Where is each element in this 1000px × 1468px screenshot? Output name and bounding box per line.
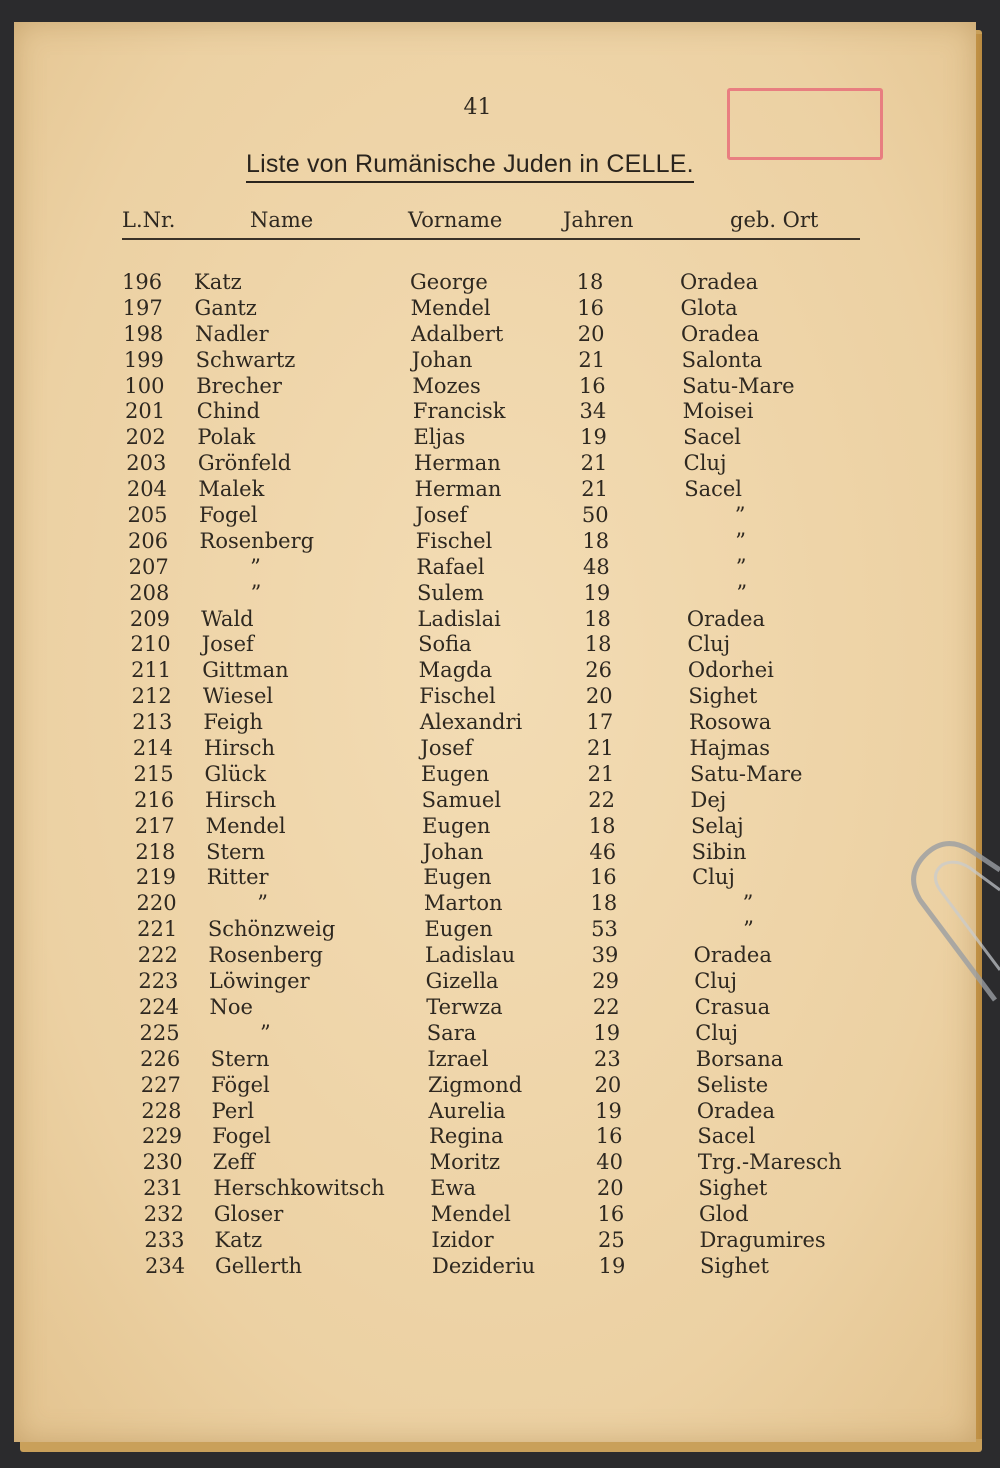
table-row bbox=[0, 865, 960, 891]
table-row bbox=[0, 399, 960, 425]
table-row bbox=[0, 1047, 960, 1073]
cell-nr: 227 bbox=[140, 1072, 181, 1097]
cell-name: Fogel bbox=[212, 1124, 271, 1149]
cell-jahren: 18 bbox=[584, 606, 611, 631]
cell-ort: ” bbox=[735, 554, 747, 579]
cell-jahren: 46 bbox=[589, 839, 617, 864]
cell-ort: Glod bbox=[698, 1202, 749, 1227]
cell-vorname: Eljas bbox=[413, 425, 466, 450]
cell-jahren: 19 bbox=[580, 425, 607, 450]
cell-vorname: Rafael bbox=[416, 554, 485, 579]
cell-vorname: Izidor bbox=[431, 1227, 494, 1252]
cell-nr: 201 bbox=[125, 399, 166, 424]
cell-vorname: Moritz bbox=[429, 1150, 501, 1175]
cell-nr: 216 bbox=[134, 787, 175, 812]
cell-name: Schönzweig bbox=[207, 917, 336, 942]
cell-jahren: 21 bbox=[581, 477, 608, 502]
cell-name: ” bbox=[260, 1020, 271, 1045]
cell-ort: ” bbox=[736, 580, 748, 605]
cell-jahren: 21 bbox=[587, 761, 615, 786]
cell-ort: Cluj bbox=[692, 865, 735, 890]
table-row bbox=[0, 607, 960, 633]
cell-nr: 213 bbox=[132, 710, 173, 735]
header-rule bbox=[122, 238, 860, 240]
cell-vorname: Magda bbox=[418, 658, 493, 683]
cell-name: Brecher bbox=[196, 373, 282, 398]
cell-name: Gloser bbox=[213, 1202, 284, 1227]
cell-jahren: 16 bbox=[597, 1202, 625, 1227]
cell-ort: Cluj bbox=[695, 1020, 739, 1045]
cell-vorname: Zigmond bbox=[427, 1072, 523, 1097]
cell-vorname: Eugen bbox=[422, 813, 491, 838]
header-name: Name bbox=[250, 208, 314, 232]
cell-nr: 100 bbox=[124, 373, 165, 398]
cell-nr: 208 bbox=[129, 580, 170, 605]
page-number: 41 bbox=[463, 95, 492, 120]
cell-ort: Sacel bbox=[697, 1124, 756, 1149]
cell-name: Zeff bbox=[212, 1150, 255, 1175]
table-row bbox=[0, 451, 960, 477]
cell-jahren: 20 bbox=[594, 1072, 622, 1097]
cell-nr: 222 bbox=[137, 943, 178, 968]
cell-jahren: 48 bbox=[582, 554, 610, 579]
cell-vorname: Ladislau bbox=[425, 943, 516, 968]
cell-ort: Odorhei bbox=[687, 658, 774, 683]
cell-ort: Satu-Mare bbox=[682, 373, 795, 398]
cell-jahren: 25 bbox=[598, 1227, 625, 1252]
cell-jahren: 18 bbox=[582, 528, 610, 553]
cell-name: Rosenberg bbox=[199, 528, 315, 553]
cell-ort: Oradea bbox=[686, 606, 765, 631]
cell-vorname: Herman bbox=[414, 451, 501, 476]
cell-ort: Glota bbox=[680, 295, 738, 320]
table-row bbox=[0, 840, 960, 866]
cell-jahren: 19 bbox=[598, 1253, 626, 1278]
table-row bbox=[0, 710, 960, 736]
cell-vorname: Regina bbox=[429, 1124, 504, 1149]
cell-ort: Sighet bbox=[698, 1176, 768, 1201]
cell-jahren: 53 bbox=[591, 917, 618, 942]
cell-jahren: 40 bbox=[596, 1150, 624, 1175]
cell-nr: 204 bbox=[126, 477, 167, 502]
cell-jahren: 18 bbox=[590, 891, 618, 916]
cell-name: Feigh bbox=[203, 710, 263, 735]
cell-name: Hirsch bbox=[203, 736, 276, 761]
table-row bbox=[0, 296, 960, 322]
table-row bbox=[0, 762, 960, 788]
cell-ort: Borsana bbox=[695, 1046, 784, 1071]
cell-nr: 225 bbox=[139, 1020, 180, 1045]
cell-ort: Seliste bbox=[696, 1072, 769, 1097]
cell-vorname: Ewa bbox=[430, 1176, 477, 1201]
cell-name: ” bbox=[250, 554, 261, 579]
cell-vorname: Adalbert bbox=[411, 321, 504, 346]
cell-ort: Selaj bbox=[691, 813, 744, 838]
cell-jahren: 21 bbox=[587, 736, 614, 761]
cell-name: Löwinger bbox=[208, 969, 310, 994]
cell-nr: 212 bbox=[131, 684, 172, 709]
cell-vorname: Johan bbox=[422, 839, 484, 864]
cell-ort: ” bbox=[742, 891, 754, 916]
cell-vorname: Eugen bbox=[424, 917, 493, 942]
table-row bbox=[0, 736, 960, 762]
cell-name: Gittman bbox=[202, 658, 289, 683]
cell-vorname: Izrael bbox=[427, 1046, 489, 1071]
cell-name: Herschkowitsch bbox=[213, 1176, 385, 1201]
cell-nr: 215 bbox=[133, 761, 174, 786]
cell-name: Katz bbox=[214, 1227, 263, 1252]
cell-vorname: Mendel bbox=[430, 1202, 511, 1227]
cell-nr: 198 bbox=[123, 321, 164, 346]
cell-vorname: Alexandri bbox=[419, 710, 523, 735]
cell-nr: 207 bbox=[128, 554, 169, 579]
table-row bbox=[0, 374, 960, 400]
cell-vorname: George bbox=[410, 270, 488, 294]
cell-jahren: 19 bbox=[583, 580, 611, 605]
table-row bbox=[0, 917, 960, 943]
cell-vorname: Johan bbox=[411, 347, 473, 372]
cell-name: Mendel bbox=[205, 813, 286, 838]
cell-name: Stern bbox=[206, 839, 265, 864]
table-row bbox=[0, 1202, 960, 1228]
cell-name: Fögel bbox=[211, 1072, 270, 1097]
table-row bbox=[0, 581, 960, 607]
library-stamp bbox=[727, 88, 883, 160]
cell-nr: 199 bbox=[123, 347, 164, 372]
cell-vorname: Aurelia bbox=[428, 1098, 506, 1123]
cell-vorname: Samuel bbox=[421, 787, 502, 812]
cell-ort: Crasua bbox=[694, 994, 771, 1019]
cell-vorname: Fischel bbox=[419, 684, 496, 709]
cell-vorname: Francisk bbox=[412, 399, 506, 424]
cell-nr: 218 bbox=[135, 839, 176, 864]
cell-name: Hirsch bbox=[205, 787, 277, 812]
cell-jahren: 19 bbox=[595, 1098, 622, 1123]
cell-nr: 220 bbox=[136, 891, 177, 916]
cell-ort: Cluj bbox=[694, 969, 738, 994]
cell-jahren: 22 bbox=[592, 994, 620, 1019]
cell-ort: ” bbox=[735, 528, 746, 553]
table-row bbox=[0, 348, 960, 374]
cell-ort: Sacel bbox=[684, 477, 743, 502]
cell-nr: 196 bbox=[122, 270, 163, 294]
cell-name: ” bbox=[250, 580, 262, 605]
cell-vorname: Eugen bbox=[421, 761, 490, 786]
cell-name: Katz bbox=[194, 270, 242, 294]
cell-name: Schwartz bbox=[195, 347, 296, 372]
cell-nr: 228 bbox=[141, 1098, 182, 1123]
cell-ort: Dragumires bbox=[699, 1227, 826, 1252]
cell-nr: 202 bbox=[125, 425, 166, 450]
cell-vorname: Sulem bbox=[416, 580, 484, 605]
cell-jahren: 21 bbox=[578, 347, 606, 372]
entries-table bbox=[0, 270, 960, 1280]
cell-ort: Sibin bbox=[691, 839, 747, 864]
cell-vorname: Sara bbox=[426, 1020, 477, 1045]
cell-jahren: 16 bbox=[577, 295, 604, 320]
cell-jahren: 23 bbox=[593, 1046, 621, 1071]
cell-jahren: 17 bbox=[586, 710, 614, 735]
header-vorname: Vorname bbox=[408, 208, 503, 232]
table-row bbox=[0, 529, 960, 555]
cell-ort: Sacel bbox=[683, 425, 741, 450]
cell-vorname: Josef bbox=[415, 503, 468, 528]
cell-ort: Oradea bbox=[693, 943, 772, 968]
cell-name: Nadler bbox=[195, 321, 269, 346]
table-row bbox=[0, 322, 960, 348]
cell-vorname: Marton bbox=[423, 891, 503, 916]
cell-jahren: 18 bbox=[588, 813, 616, 838]
table-row bbox=[0, 1254, 960, 1280]
table-row bbox=[0, 1099, 960, 1125]
cell-vorname: Mendel bbox=[410, 295, 491, 320]
cell-jahren: 20 bbox=[577, 321, 605, 346]
cell-nr: 223 bbox=[138, 969, 179, 994]
table-row bbox=[0, 891, 960, 917]
cell-name: Glück bbox=[204, 761, 267, 786]
cell-jahren: 18 bbox=[576, 270, 604, 294]
table-row bbox=[0, 1021, 960, 1047]
cell-ort: Hajmas bbox=[689, 736, 771, 761]
cell-ort: Oradea bbox=[680, 270, 759, 294]
table-row bbox=[0, 788, 960, 814]
cell-ort: Satu-Mare bbox=[690, 761, 803, 786]
cell-name: Rosenberg bbox=[208, 943, 323, 968]
cell-jahren: 26 bbox=[585, 658, 613, 683]
cell-name: Fogel bbox=[198, 503, 258, 528]
cell-nr: 226 bbox=[140, 1046, 181, 1071]
cell-ort: Cluj bbox=[687, 632, 731, 657]
cell-jahren: 19 bbox=[593, 1020, 621, 1045]
cell-name: Wiesel bbox=[202, 684, 274, 709]
table-row bbox=[0, 632, 960, 658]
table-row bbox=[0, 555, 960, 581]
cell-nr: 232 bbox=[143, 1202, 184, 1227]
table-row bbox=[0, 1228, 960, 1254]
cell-name: Stern bbox=[210, 1046, 270, 1071]
cell-ort: ” bbox=[734, 503, 746, 528]
cell-ort: Moisei bbox=[682, 399, 754, 424]
cell-jahren: 20 bbox=[585, 684, 613, 709]
header-ort: geb. Ort bbox=[730, 208, 819, 232]
cell-jahren: 21 bbox=[580, 451, 608, 476]
cell-nr: 230 bbox=[142, 1150, 183, 1175]
cell-name: Perl bbox=[211, 1098, 255, 1123]
table-row bbox=[0, 1176, 960, 1202]
cell-vorname: Josef bbox=[420, 736, 473, 761]
cell-jahren: 20 bbox=[596, 1176, 624, 1201]
header-jahren: Jahren bbox=[563, 208, 634, 232]
cell-ort: Sighet bbox=[700, 1253, 769, 1278]
cell-nr: 219 bbox=[135, 865, 176, 890]
table-row bbox=[0, 995, 960, 1021]
cell-ort: Oradea bbox=[696, 1098, 775, 1123]
table-row bbox=[0, 1073, 960, 1099]
header-nr: L.Nr. bbox=[122, 208, 176, 232]
table-row bbox=[0, 270, 960, 296]
cell-jahren: 18 bbox=[584, 632, 612, 657]
cell-jahren: 50 bbox=[581, 503, 609, 528]
cell-nr: 205 bbox=[127, 503, 168, 528]
cell-name: Noe bbox=[209, 994, 253, 1019]
cell-ort: Trg.-Maresch bbox=[697, 1150, 842, 1175]
cell-name: Malek bbox=[198, 477, 265, 502]
cell-vorname: Fischel bbox=[415, 528, 493, 553]
table-row bbox=[0, 684, 960, 710]
table-row bbox=[0, 814, 960, 840]
table-row bbox=[0, 969, 960, 995]
cell-name: Chind bbox=[196, 399, 261, 424]
cell-nr: 234 bbox=[145, 1253, 186, 1278]
cell-nr: 233 bbox=[144, 1227, 185, 1252]
cell-nr: 211 bbox=[131, 658, 172, 683]
cell-nr: 210 bbox=[130, 632, 171, 657]
table-row bbox=[0, 943, 960, 969]
cell-name: Gellerth bbox=[215, 1253, 303, 1278]
table-row bbox=[0, 425, 960, 451]
table-row bbox=[0, 1150, 960, 1176]
cell-jahren: 16 bbox=[595, 1124, 623, 1149]
cell-name: Polak bbox=[197, 425, 256, 450]
page-title: Liste von Rumänische Juden in CELLE. bbox=[246, 150, 694, 183]
cell-vorname: Mozes bbox=[412, 373, 481, 398]
cell-name: Josef bbox=[201, 632, 254, 657]
cell-nr: 229 bbox=[141, 1124, 183, 1149]
cell-name: Gantz bbox=[194, 295, 257, 320]
table-row bbox=[0, 1124, 960, 1150]
cell-vorname: Dezideriu bbox=[432, 1253, 536, 1278]
cell-nr: 214 bbox=[132, 736, 173, 761]
cell-vorname: Herman bbox=[414, 477, 502, 502]
cell-vorname: Ladislai bbox=[417, 606, 501, 631]
cell-nr: 197 bbox=[122, 295, 163, 320]
cell-ort: Oradea bbox=[681, 321, 760, 346]
cell-jahren: 16 bbox=[589, 865, 617, 890]
cell-name: Ritter bbox=[206, 865, 269, 890]
cell-vorname: Terwza bbox=[426, 994, 503, 1019]
cell-ort: Salonta bbox=[681, 347, 763, 372]
cell-nr: 217 bbox=[134, 813, 175, 838]
cell-name: ” bbox=[257, 891, 268, 916]
cell-jahren: 29 bbox=[592, 969, 619, 994]
cell-ort: Dej bbox=[690, 787, 727, 812]
cell-ort: Sighet bbox=[688, 684, 758, 709]
cell-nr: 231 bbox=[143, 1176, 184, 1201]
cell-ort: Rosowa bbox=[688, 710, 772, 735]
cell-jahren: 16 bbox=[578, 373, 606, 398]
cell-ort: ” bbox=[743, 917, 754, 942]
paper-clip-icon bbox=[900, 820, 1000, 1060]
cell-nr: 206 bbox=[128, 528, 169, 553]
cell-vorname: Eugen bbox=[423, 865, 492, 890]
cell-jahren: 22 bbox=[588, 787, 615, 812]
cell-nr: 203 bbox=[126, 451, 167, 476]
cell-nr: 209 bbox=[129, 606, 170, 631]
cell-vorname: Sofia bbox=[418, 632, 472, 657]
table-row bbox=[0, 658, 960, 684]
cell-jahren: 39 bbox=[591, 943, 619, 968]
cell-nr: 224 bbox=[138, 994, 180, 1019]
cell-name: Wald bbox=[201, 606, 254, 631]
table-row bbox=[0, 477, 960, 503]
cell-ort: Cluj bbox=[683, 451, 727, 476]
table-row bbox=[0, 503, 960, 529]
cell-nr: 221 bbox=[137, 917, 178, 942]
cell-jahren: 34 bbox=[579, 399, 607, 424]
cell-name: Grönfeld bbox=[197, 451, 292, 476]
cell-vorname: Gizella bbox=[425, 969, 499, 994]
